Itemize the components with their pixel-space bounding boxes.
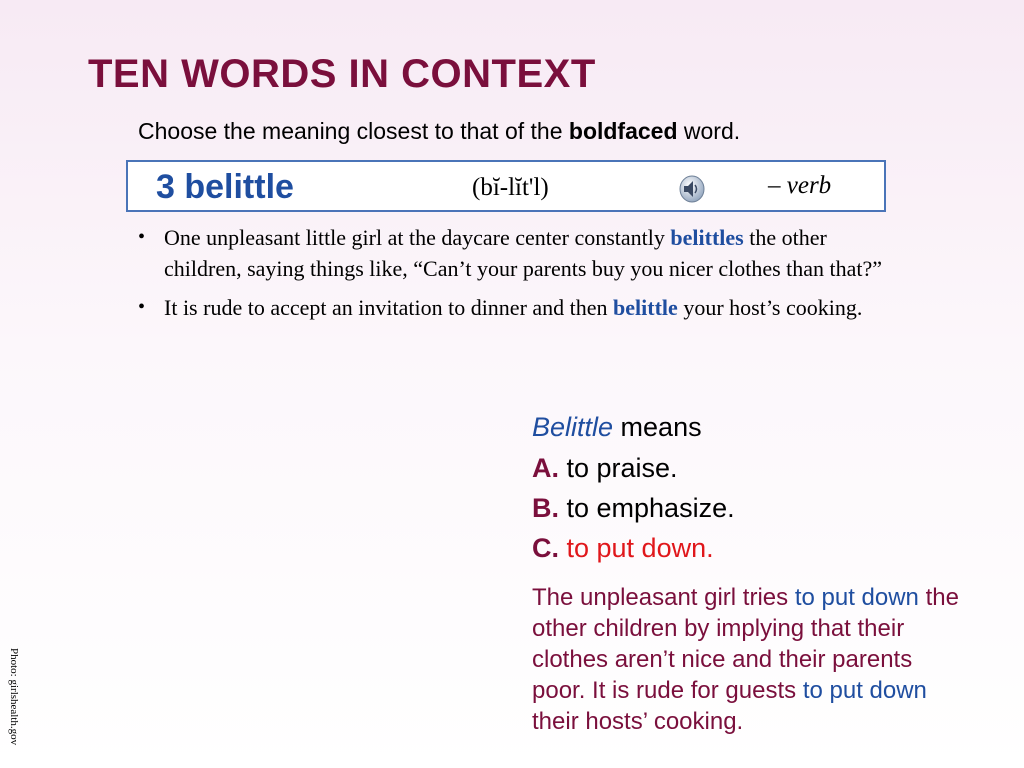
example-2-before: It is rude to accept an invitation to dinner and then xyxy=(164,295,614,320)
explanation-p2: the other children by implying that their clothes aren’t nice and their parents poor. It is rude for guests xyxy=(532,584,959,704)
instruction-bold: boldfaced xyxy=(568,118,678,144)
example-2-highlight: belittle xyxy=(613,295,678,320)
example-1-before: One unpleasant little girl at the daycare center constantly xyxy=(164,225,671,250)
question-word: Belittle xyxy=(532,412,614,442)
example-sentence-1 xyxy=(138,222,898,284)
example-2-after: your host’s cooking. xyxy=(677,295,863,320)
option-a-text: to praise. xyxy=(559,453,678,483)
option-c-correct[interactable] xyxy=(532,533,972,564)
question-prompt xyxy=(532,412,972,443)
question-rest: means xyxy=(613,412,702,442)
option-a-letter: A. xyxy=(532,453,559,483)
instruction-before: Choose the meaning closest to that of the xyxy=(138,118,569,144)
instruction-text xyxy=(138,118,740,145)
photo-credit: Photo: girlshealth.gov xyxy=(8,648,20,746)
pronunciation: (bĭ-lĭt'l) xyxy=(472,174,549,201)
option-c-text: to put down. xyxy=(559,533,714,563)
option-b[interactable] xyxy=(532,493,972,524)
explanation-h1: to put down xyxy=(794,584,919,611)
example-1-highlight: belittles xyxy=(670,225,744,250)
option-c-letter: C. xyxy=(532,533,559,563)
instruction-after: word. xyxy=(677,118,741,144)
word-entry-box xyxy=(126,160,886,212)
explanation-p1: The unpleasant girl tries xyxy=(532,584,795,611)
slide-title: TEN WORDS IN CONTEXT xyxy=(88,52,596,96)
example-sentence-2 xyxy=(138,292,898,323)
part-of-speech: – verb xyxy=(768,172,832,199)
option-b-letter: B. xyxy=(532,493,559,523)
meaning-question xyxy=(532,412,972,573)
vocab-word: 3 belittle xyxy=(156,168,294,206)
bullet-icon: • xyxy=(138,226,146,248)
option-b-text: to emphasize. xyxy=(559,493,735,523)
explanation-h2: to put down xyxy=(802,677,927,704)
example-1-after: the other children, saying things like, “Can’t your parents buy you nicer clothes than that?” xyxy=(164,225,883,281)
option-a[interactable] xyxy=(532,453,972,484)
bullet-icon: • xyxy=(138,296,146,318)
example-list xyxy=(138,222,898,331)
speaker-icon[interactable] xyxy=(676,174,706,204)
explanation-text xyxy=(532,582,972,737)
explanation-p3: their hosts’ cooking. xyxy=(532,708,744,735)
